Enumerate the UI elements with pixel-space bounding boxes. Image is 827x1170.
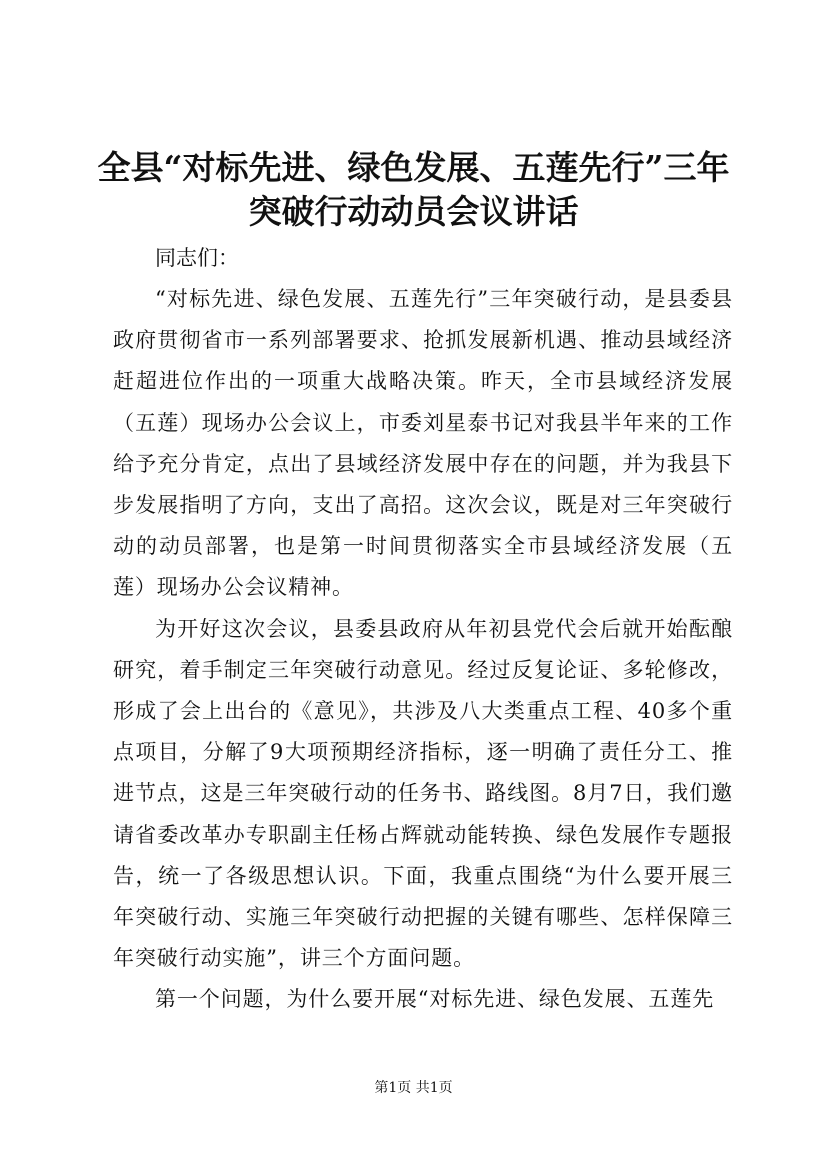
salutation: 同志们： (155, 246, 239, 270)
document-title-line-2: 突破行动动员会议讲话 (248, 192, 579, 231)
document-title-line-1: 全县“对标先进、绿色发展、五莲先行”三年 (97, 148, 730, 187)
paragraph-1: “对标先进、绿色发展、五莲先行”三年突破行动，是县委县政府贯彻省市一系列部署要求、抢抓发展新机遇、推动县域经济赶超进位作出的一项重大战略决策。昨天，全市县域经济发展（五莲）现场办公会议上，市委刘星泰书记对我县半年来的工作给予充分肯定，点出了县域经济发展中存在的问题，并为我县下步发展指明了方向，支出了高招。这次会议，既是对三年突破行动的动员部署，也是第一时间贯彻落实全市县域经济发展（五莲）现场办公会议精神。 (113, 287, 733, 600)
document-body (113, 279, 733, 1021)
paragraph-3: 第一个问题，为什么要开展“对标先进、绿色发展、五莲先 (155, 987, 715, 1012)
paragraph-2: 为开好这次会议，县委县政府从年初县党代会后就开始酝酿研究，着手制定三年突破行动意见。经过反复论证、多轮修改，形成了会上出台的《意见》，共涉及八大类重点工程、40多个重点项目，分解了9大项预期经济指标，逐一明确了责任分工、推进节点，这是三年突破行动的任务书、路线图。8月7日，我们邀请省委改革办专职副主任杨占辉就动能转换、绿色发展作专题报告，统一了各级思想认识。下面，我重点围绕“为什么要开展三年突破行动、实施三年突破行动把握的关键有哪些、怎样保障三年突破行动实施”，讲三个方面问题。 (113, 616, 733, 971)
page-footer: 第1页 共1页 (374, 1080, 453, 1096)
